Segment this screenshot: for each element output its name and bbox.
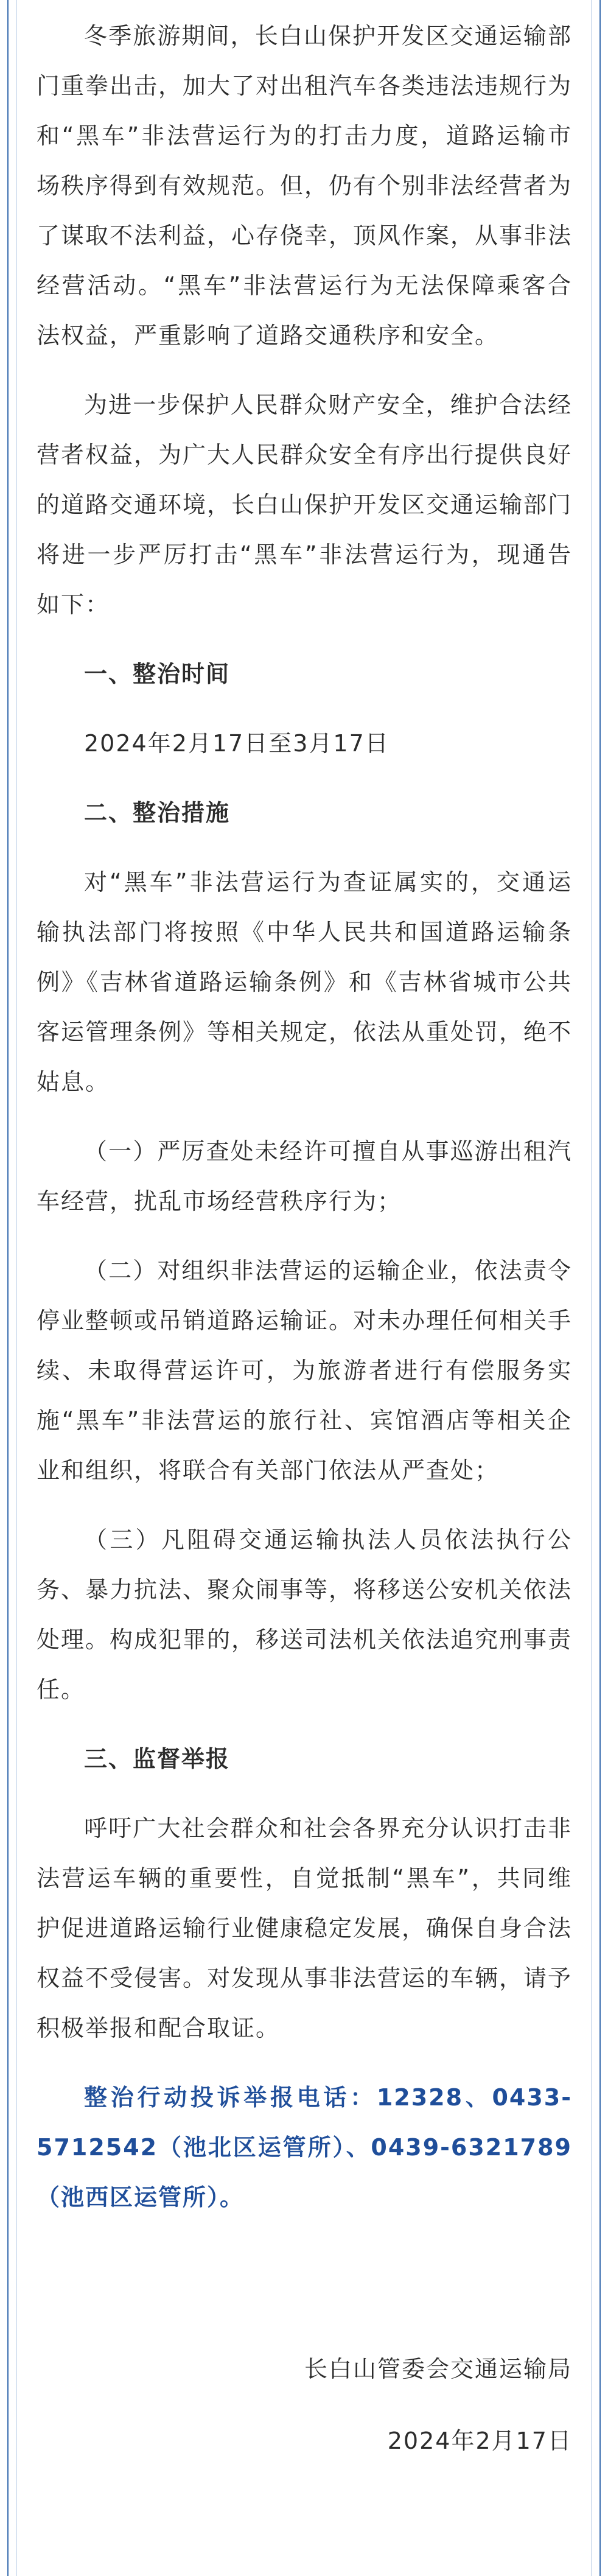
measure-item-2: （二）对组织非法营运的运输企业，依法责令停业整顿或吊销道路运输证。对未办理任何相关手续、未取得营运许可，为旅游者进行有偿服务实施“黑车”非法营运的旅行社、宾馆酒店等相关企业和组织，将联合有关部门依法从严查处；: [37, 1257, 573, 1484]
measure-item-1: （一）严厉查处未经许可擅自从事巡游出租汽车经营，扰乱市场经营秩序行为；: [37, 1138, 572, 1215]
supervision-paragraph: 呼吁广大社会群众和社会各界充分认识打击非法营运车辆的重要性，自觉抵制“黑车”，共同维护促进道路运输行业健康稳定发展，确保自身合法权益不受侵害。对发现从事非法营运的车辆，请予积极举报和配合取证。: [37, 1815, 573, 2041]
notice-body: [37, 11, 572, 2488]
section-heading-supervision: 三、监督举报: [84, 1746, 231, 1772]
intro-paragraph: 冬季旅游期间，长白山保护开发区交通运输部门重拳出击，加大了对出租汽车各类违法违规行为和“黑车”非法营运行为的打击力度，道路运输市场秩序得到有效规范。但，仍有个别非法经营者为了谋取不法利益，心存侥幸，顶风作案，从事非法经营活动。“黑车”非法营运行为无法保障乘客合法权益，严重影响了道路交通秩序和安全。: [37, 23, 573, 349]
complaint-hotline: 整治行动投诉举报电话：12328、0433-5712542（池北区运管所）、0439-6321789（池西区运管所）。: [37, 2084, 572, 2211]
issuer-signature: 长白山管委会交通运输局: [304, 2356, 572, 2382]
section-heading-time: 一、整治时间: [84, 661, 231, 687]
issue-date: 2024年2月17日: [387, 2427, 572, 2454]
measures-intro-paragraph: 对“黑车”非法营运行为查证属实的，交通运输执法部门将按照《中华人民共和国道路运输条例》《吉林省道路运输条例》和《吉林省城市公共客运管理条例》等相关规定，依法从重处罚，绝不姑息。: [37, 869, 573, 1095]
campaign-period: 2024年2月17日至3月17日: [84, 730, 390, 757]
measure-item-3: （三）凡阻碍交通运输执法人员依法执行公务、暴力抗法、聚众闹事等，将移送公安机关依法处理。构成犯罪的，移送司法机关依法追究刑事责任。: [37, 1526, 573, 1703]
purpose-paragraph: 为进一步保护人民群众财产安全，维护合法经营者权益，为广大人民群众安全有序出行提供良好的道路交通环境，长白山保护开发区交通运输部门将进一步严厉打击“黑车”非法营运行为，现通告如下：: [37, 391, 573, 618]
section-heading-measures: 二、整治措施: [84, 799, 231, 826]
